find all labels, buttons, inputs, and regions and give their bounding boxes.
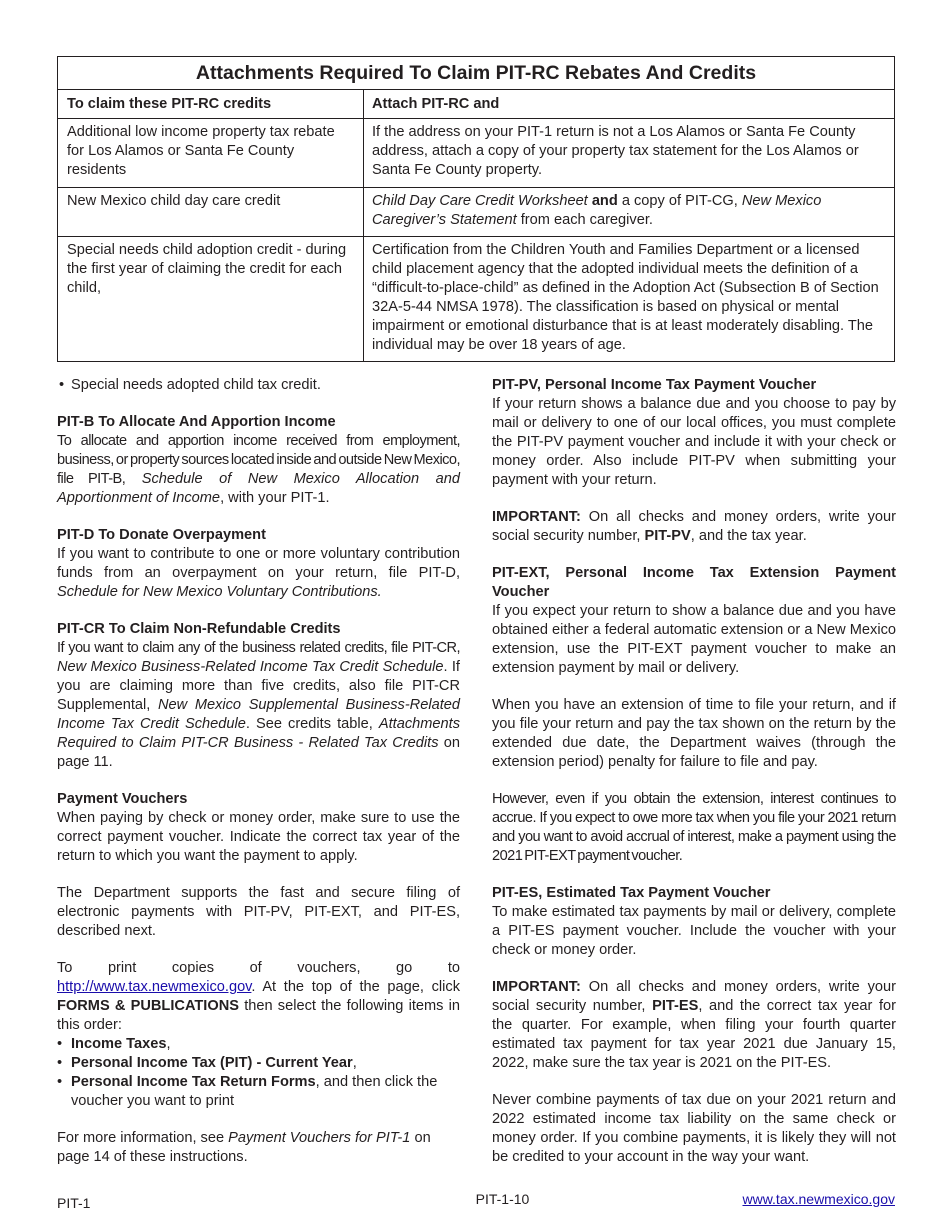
paragraph: Never combine payments of tax due on your 2021 return and 2022 estimated income tax liability on the same check or money order. If you combine payments, it is likely they will not be credited to your account in the way your want. [492,1092,896,1165]
section-body: When paying by check or money order, make sure to use the correct payment voucher. Indicate the correct tax year of the return to which you want the payment to apply. [57,810,460,864]
section-heading: PIT-B To Allocate And Apportion Income [57,414,336,430]
list-item: • Personal Income Tax Return Forms, and then click the voucher you want to print [57,1073,460,1111]
table-cell-credit: Special needs child adoption credit - during the first year of claiming the credit for each child, [58,237,364,361]
section-body: If you want to contribute to one or more voluntary contribution funds from an overpayment on your return, file PIT-D, Schedule for New Mexico Voluntary Contributions. [57,546,460,600]
section-body: To allocate and apportion income received from employment, business, or property sources located inside and outside New Mexico, file PIT-B, Schedule of New Mexico Allocation and Apportionment of Income, with your PIT-1. [57,433,460,506]
section-heading: PIT-PV, Personal Income Tax Payment Voucher [492,377,817,393]
table-cell-attach: Child Day Care Credit Worksheet and a copy of PIT-CG, New Mexico Caregiver’s Statement from each caregiver. [372,193,822,228]
table-title: Attachments Required To Claim PIT-RC Rebates And Credits [58,57,894,90]
table-header-row [58,90,894,119]
table-cell-credit: New Mexico child day care credit [58,188,364,236]
section-body: If your return shows a balance due and you choose to pay by mail or delivery to one of our local offices, you must complete the PIT-PV payment voucher and include it with your check or money order. Also include PIT-PV when submitting your payment with your return. [492,396,896,488]
table-row [58,119,894,188]
footer-page-number: PIT-1-10 [475,1191,530,1207]
column-header-attach: Attach PIT-RC and [372,96,500,112]
list-item: • Income Taxes, [57,1035,460,1054]
section-payment-vouchers [57,790,460,866]
section-pit-ext [492,564,896,678]
left-column [57,376,460,1185]
section-heading: PIT-CR To Claim Non-Refundable Credits [57,621,341,637]
paragraph-more-info: For more information, see Payment Vouchers for PIT-1 on page 14 of these instructions. [57,1130,431,1165]
bullet-special-needs: • Special needs adopted child tax credit. [57,376,460,395]
table-row [58,237,894,361]
table-row [58,188,894,237]
section-pit-b [57,413,460,508]
attachments-table [57,56,895,362]
section-body: If you expect your return to show a balance due and you have obtained either a federal automatic extension or a New Mexico extension, use the PIT-EXT payment voucher to make an extension payment by mail or delivery. [492,603,896,676]
section-body: If you want to claim any of the business related credits, file PIT-CR, New Mexico Business-Related Income Tax Credit Schedule. If you are claiming more than five credits, also file PIT-CR Supplemental, New Mexico Supplemental Business-Related Income Tax Credit Schedule. See credits table, Attachments Required to Claim PIT-CR Business - Related Tax Credits on page 11. [57,640,460,770]
section-heading: PIT-EXT, Personal Income Tax Extension Payment Voucher [492,565,896,600]
menu-path-list [57,1035,460,1111]
column-header-credits: To claim these PIT-RC credits [58,90,364,118]
footer-form-id: PIT-1 [57,1195,91,1211]
footer-website-link[interactable]: www.tax.newmexico.gov [742,1191,895,1207]
paragraph: The Department supports the fast and secure filing of electronic payments with PIT-PV, PIT-EXT, and PIT-ES, described next. [57,885,460,939]
section-pit-pv [492,376,896,490]
section-pit-d [57,526,460,602]
section-pit-cr [57,620,460,772]
paragraph: However, even if you obtain the extension, interest continues to accrue. If you expect to owe more tax when you file your 2021 return and you want to avoid accrual of interest, make a payment using the 2021 PIT-EXT payment voucher. [492,791,896,864]
tax-website-link[interactable]: http://www.tax.newmexico.gov [57,979,252,995]
table-cell-attach: If the address on your PIT-1 return is not a Los Alamos or Santa Fe County address, attach a copy of your property tax statement for the Los Alamos or Santa Fe County property. [372,124,859,178]
section-heading: PIT-D To Donate Overpayment [57,527,266,543]
table-cell-attach: Certification from the Children Youth and Families Department or a licensed child placement agency that the adopted individual meets the definition of a “difficult-to-place-child” as defined in the Adoption Act (Subsection B of Section 32A-5-44 NMSA 1978). The classification is based on physical or mental impairment or emotional disturbance that is at least moderately disabling. The individual may be over 18 years of age. [372,242,879,353]
list-item: • Personal Income Tax (PIT) - Current Year, [57,1054,460,1073]
section-pit-es [492,884,896,960]
paragraph: When you have an extension of time to file your return, and if you file your return and pay the tax shown on the return by the extended due date, the Department waives (through the extension period) penalty for failure to file and pay. [492,697,896,770]
print-vouchers-instructions: To print copies of vouchers, go to http://www.tax.newmexico.gov. At the top of the page, click FORMS & PUBLICATIONS then select the following items in this order: • Income Taxes, • Personal Income Tax (PIT) - Current Year, • Personal Income Tax Return Forms, and then click the voucher you want to print [57,959,460,1111]
important-note: IMPORTANT: On all checks and money orders, write your social security number, PIT-PV, and the tax year. [492,509,896,544]
important-note: IMPORTANT: On all checks and money orders, write your social security number, PIT-ES, and the correct tax year for the quarter. For example, when filing your fourth quarter estimated tax payment for tax year 2021 due January 15, 2022, make sure the tax year is 2021 on the PIT-ES. [492,979,897,1071]
section-heading: PIT-ES, Estimated Tax Payment Voucher [492,885,771,901]
section-heading: Payment Vouchers [57,791,188,807]
section-body: To make estimated tax payments by mail or delivery, complete a PIT-ES payment voucher. Include the voucher with your check or money order. [492,904,896,958]
table-cell-credit: Additional low income property tax rebate for Los Alamos or Santa Fe County residents [58,119,364,187]
right-column [492,376,896,1185]
